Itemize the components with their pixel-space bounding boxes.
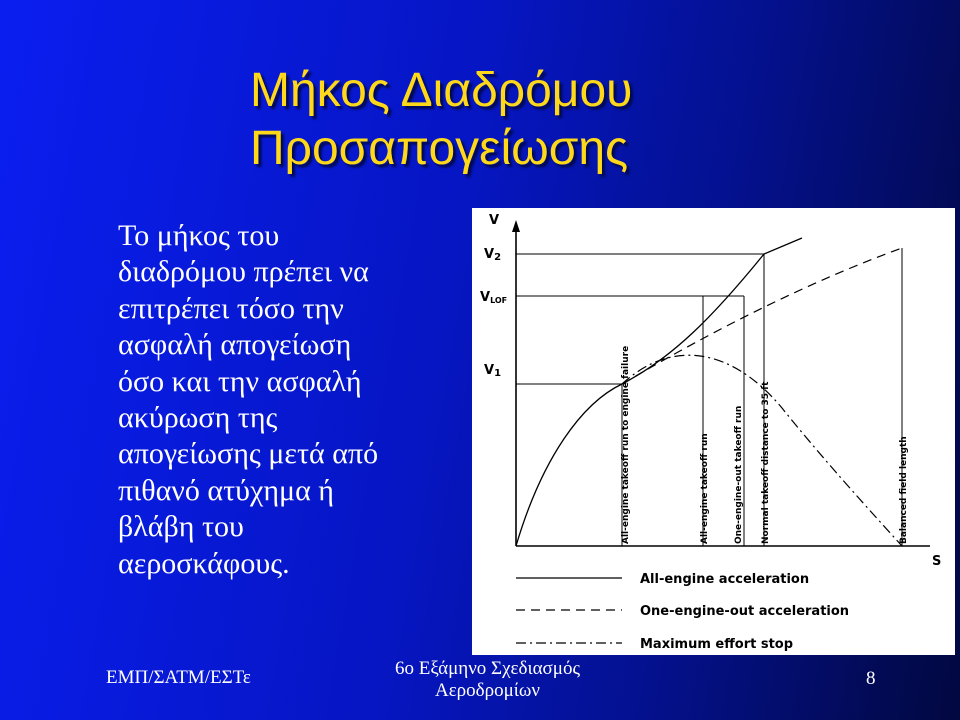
- body-line-2: διαδρόμου πρέπει να: [118, 255, 369, 289]
- all-engine-acceleration-curve: [516, 238, 802, 546]
- body-text: [118, 218, 463, 582]
- body-line-5: όσο και την ασφαλή: [118, 364, 362, 398]
- one-engine-out-acceleration-curve: [622, 248, 902, 384]
- speed-mark-vlof: VLOF: [480, 290, 508, 305]
- speed-mark-v2: V2: [484, 247, 502, 263]
- body-line-10: αεροσκάφους.: [118, 546, 290, 580]
- body-line-9: βλάβη του: [118, 510, 244, 544]
- body-line-1: Το μήκος του: [118, 219, 280, 252]
- footer-center-line-1: 6ο Εξάμηνο Σχεδιασμός: [395, 658, 580, 679]
- footer-center: [380, 658, 595, 702]
- label-normal-takeoff: Normal takeoff distance to 35 ft: [761, 381, 771, 544]
- body-line-8: πιθανό ατύχημα ή: [118, 473, 334, 507]
- legend-all-engine: All-engine acceleration: [640, 572, 810, 587]
- y-axis-arrow: [512, 220, 520, 232]
- body-line-6: ακύρωση της: [118, 401, 278, 435]
- label-all-engine-run: All-engine takeoff run: [700, 433, 710, 544]
- label-engine-failure: All-engine takeoff run to engine failure: [621, 345, 631, 544]
- title-line-1: Μήκος Διαδρόμου: [250, 64, 633, 117]
- x-axis-label: S: [932, 554, 942, 569]
- speed-mark-v1: V1: [484, 363, 502, 379]
- diagram-svg: [472, 208, 955, 655]
- body-line-3: επιτρέπει τόσο την: [118, 291, 344, 325]
- page-number: 8: [866, 668, 876, 689]
- title-line-2: Προσαπογείωσης: [250, 122, 629, 175]
- slide-title: [250, 62, 770, 178]
- label-one-engine-run: One-engine-out takeoff run: [734, 405, 744, 544]
- y-axis-label: V: [489, 213, 500, 228]
- footer-center-line-2: Αεροδρομίων: [434, 680, 540, 701]
- label-balanced-field: Balanced field length: [899, 436, 909, 544]
- takeoff-distance-diagram: [472, 208, 955, 655]
- body-line-7: απογείωσης μετά από: [118, 437, 379, 471]
- legend-max-effort-stop: Maximum effort stop: [640, 637, 794, 652]
- body-line-4: ασφαλή απογείωση: [118, 328, 352, 362]
- footer-left: ΕΜΠ/ΣΑΤΜ/ΕΣΤε: [106, 667, 251, 688]
- legend-one-engine-out: One-engine-out acceleration: [640, 604, 850, 619]
